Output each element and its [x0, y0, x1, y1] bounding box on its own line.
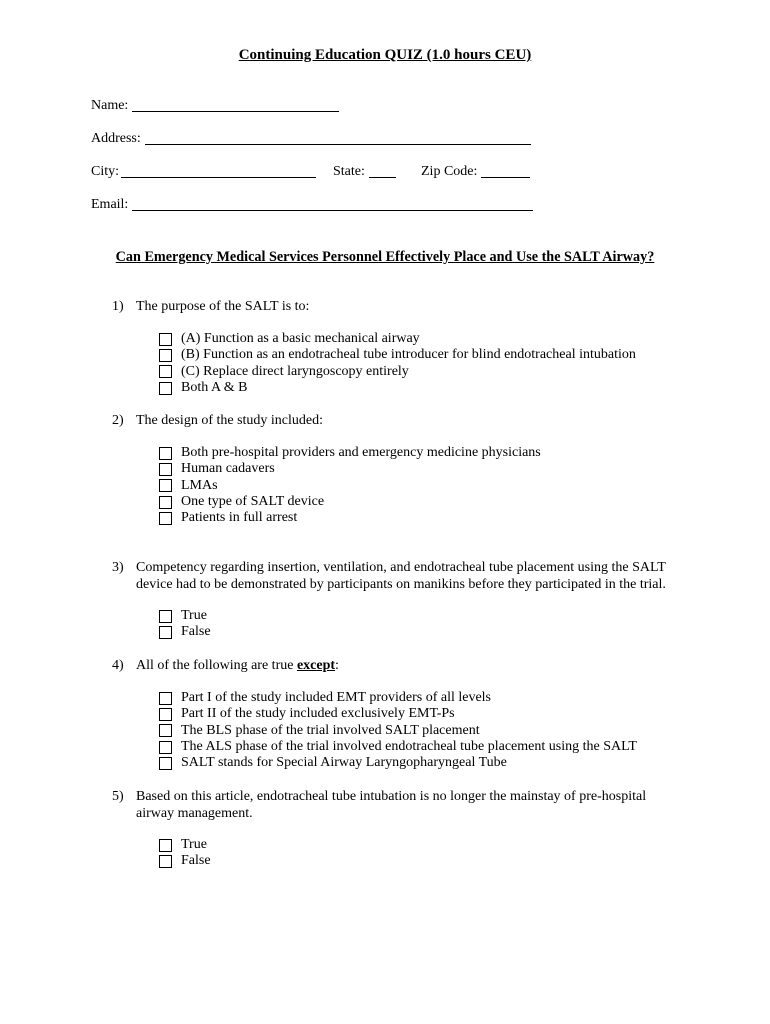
question-3-options — [159, 608, 211, 641]
zip-field[interactable] — [481, 163, 530, 178]
question-2-options — [159, 445, 541, 526]
option-label: One type of SALT device — [181, 493, 325, 509]
checkbox[interactable] — [159, 839, 172, 852]
option[interactable] — [159, 380, 636, 396]
option-label: Part I of the study included EMT providers of all levels — [181, 690, 492, 705]
question-1-options — [159, 331, 636, 396]
zip-label: Zip Code: — [421, 164, 478, 179]
option[interactable] — [159, 347, 636, 363]
option[interactable] — [159, 837, 211, 853]
checkbox[interactable] — [159, 365, 172, 378]
option[interactable] — [159, 494, 541, 510]
option[interactable] — [159, 461, 541, 477]
option[interactable] — [159, 706, 637, 722]
option-label: Human cadavers — [181, 461, 275, 477]
option[interactable] — [159, 364, 636, 380]
checkbox[interactable] — [159, 349, 172, 362]
option[interactable] — [159, 510, 541, 526]
checkbox[interactable] — [159, 626, 172, 639]
page-title: Continuing Education QUIZ (1.0 hours CEU) — [238, 47, 532, 63]
option-label: (A) Function as a basic mechanical airway — [181, 331, 420, 346]
email-label: Email: — [91, 197, 129, 212]
checkbox[interactable] — [159, 757, 172, 770]
option-label: The BLS phase of the trial involved SALT placement — [181, 722, 480, 738]
option[interactable] — [159, 331, 636, 347]
option-label: True — [181, 837, 207, 852]
name-label: Name: — [91, 98, 129, 113]
question-number: 1) — [112, 299, 124, 314]
checkbox[interactable] — [159, 708, 172, 721]
question-text: The purpose of the SALT is to: — [136, 299, 310, 314]
question-text: The design of the study included: — [136, 413, 324, 428]
emphasis-except: except — [296, 658, 336, 673]
checkbox[interactable] — [159, 382, 172, 395]
quiz-subtitle: Can Emergency Medical Services Personnel Effectively Place and Use the SALT Airway? — [115, 249, 655, 265]
state-label: State: — [333, 164, 365, 179]
checkbox[interactable] — [159, 447, 172, 460]
checkbox[interactable] — [159, 333, 172, 346]
checkbox[interactable] — [159, 496, 172, 509]
question-text: Based on this article, endotracheal tube intubation is no longer the mainstay of pre-hospital airway management. — [136, 789, 647, 821]
checkbox[interactable] — [159, 463, 172, 476]
option-label: Both pre-hospital providers and emergency medicine physicians — [181, 445, 541, 460]
city-field[interactable] — [121, 163, 316, 178]
option-label: Patients in full arrest — [181, 510, 298, 526]
option-label: (B) Function as an endotracheal tube introducer for blind endotracheal intubation — [181, 347, 636, 363]
option[interactable] — [159, 624, 211, 640]
option[interactable] — [159, 690, 637, 706]
option[interactable] — [159, 478, 541, 494]
option-label: LMAs — [181, 477, 218, 493]
checkbox[interactable] — [159, 741, 172, 754]
option-label: Both A & B — [181, 379, 248, 395]
checkbox[interactable] — [159, 610, 172, 623]
city-label: City: — [91, 164, 120, 179]
option[interactable] — [159, 445, 541, 461]
option-label: True — [181, 608, 207, 623]
checkbox[interactable] — [159, 512, 172, 525]
question-text: Competency regarding insertion, ventilation, and endotracheal tube placement using the SALT device had to be demonstrated by participants on manikins before they participated in the trial. — [136, 560, 666, 592]
question-number: 3) — [112, 560, 124, 575]
option[interactable] — [159, 723, 637, 739]
option[interactable] — [159, 739, 637, 755]
option[interactable] — [159, 853, 211, 869]
question-text-end: : — [335, 658, 339, 673]
name-field[interactable] — [132, 97, 339, 112]
address-field[interactable] — [145, 130, 531, 145]
checkbox[interactable] — [159, 724, 172, 737]
address-label: Address: — [91, 131, 141, 146]
option-label: False — [181, 853, 211, 869]
option-label: SALT stands for Special Airway Laryngopharyngeal Tube — [181, 755, 507, 771]
question-text-main: All of the following are true — [136, 658, 297, 673]
email-field[interactable] — [132, 196, 533, 211]
checkbox[interactable] — [159, 855, 172, 868]
question-4-options — [159, 690, 637, 771]
question-5-options — [159, 837, 211, 870]
checkbox[interactable] — [159, 479, 172, 492]
question-number: 4) — [112, 658, 124, 673]
option-label: The ALS phase of the trial involved endotracheal tube placement using the SALT — [181, 738, 637, 754]
option[interactable] — [159, 755, 637, 771]
option[interactable] — [159, 608, 211, 624]
option-label: (C) Replace direct laryngoscopy entirely — [181, 363, 409, 379]
checkbox[interactable] — [159, 692, 172, 705]
option-label: False — [181, 624, 211, 640]
option-label: Part II of the study included exclusively EMT-Ps — [181, 706, 455, 722]
state-field[interactable] — [369, 163, 396, 178]
question-number: 2) — [112, 413, 124, 428]
question-number: 5) — [112, 789, 124, 804]
question-text — [136, 658, 686, 675]
